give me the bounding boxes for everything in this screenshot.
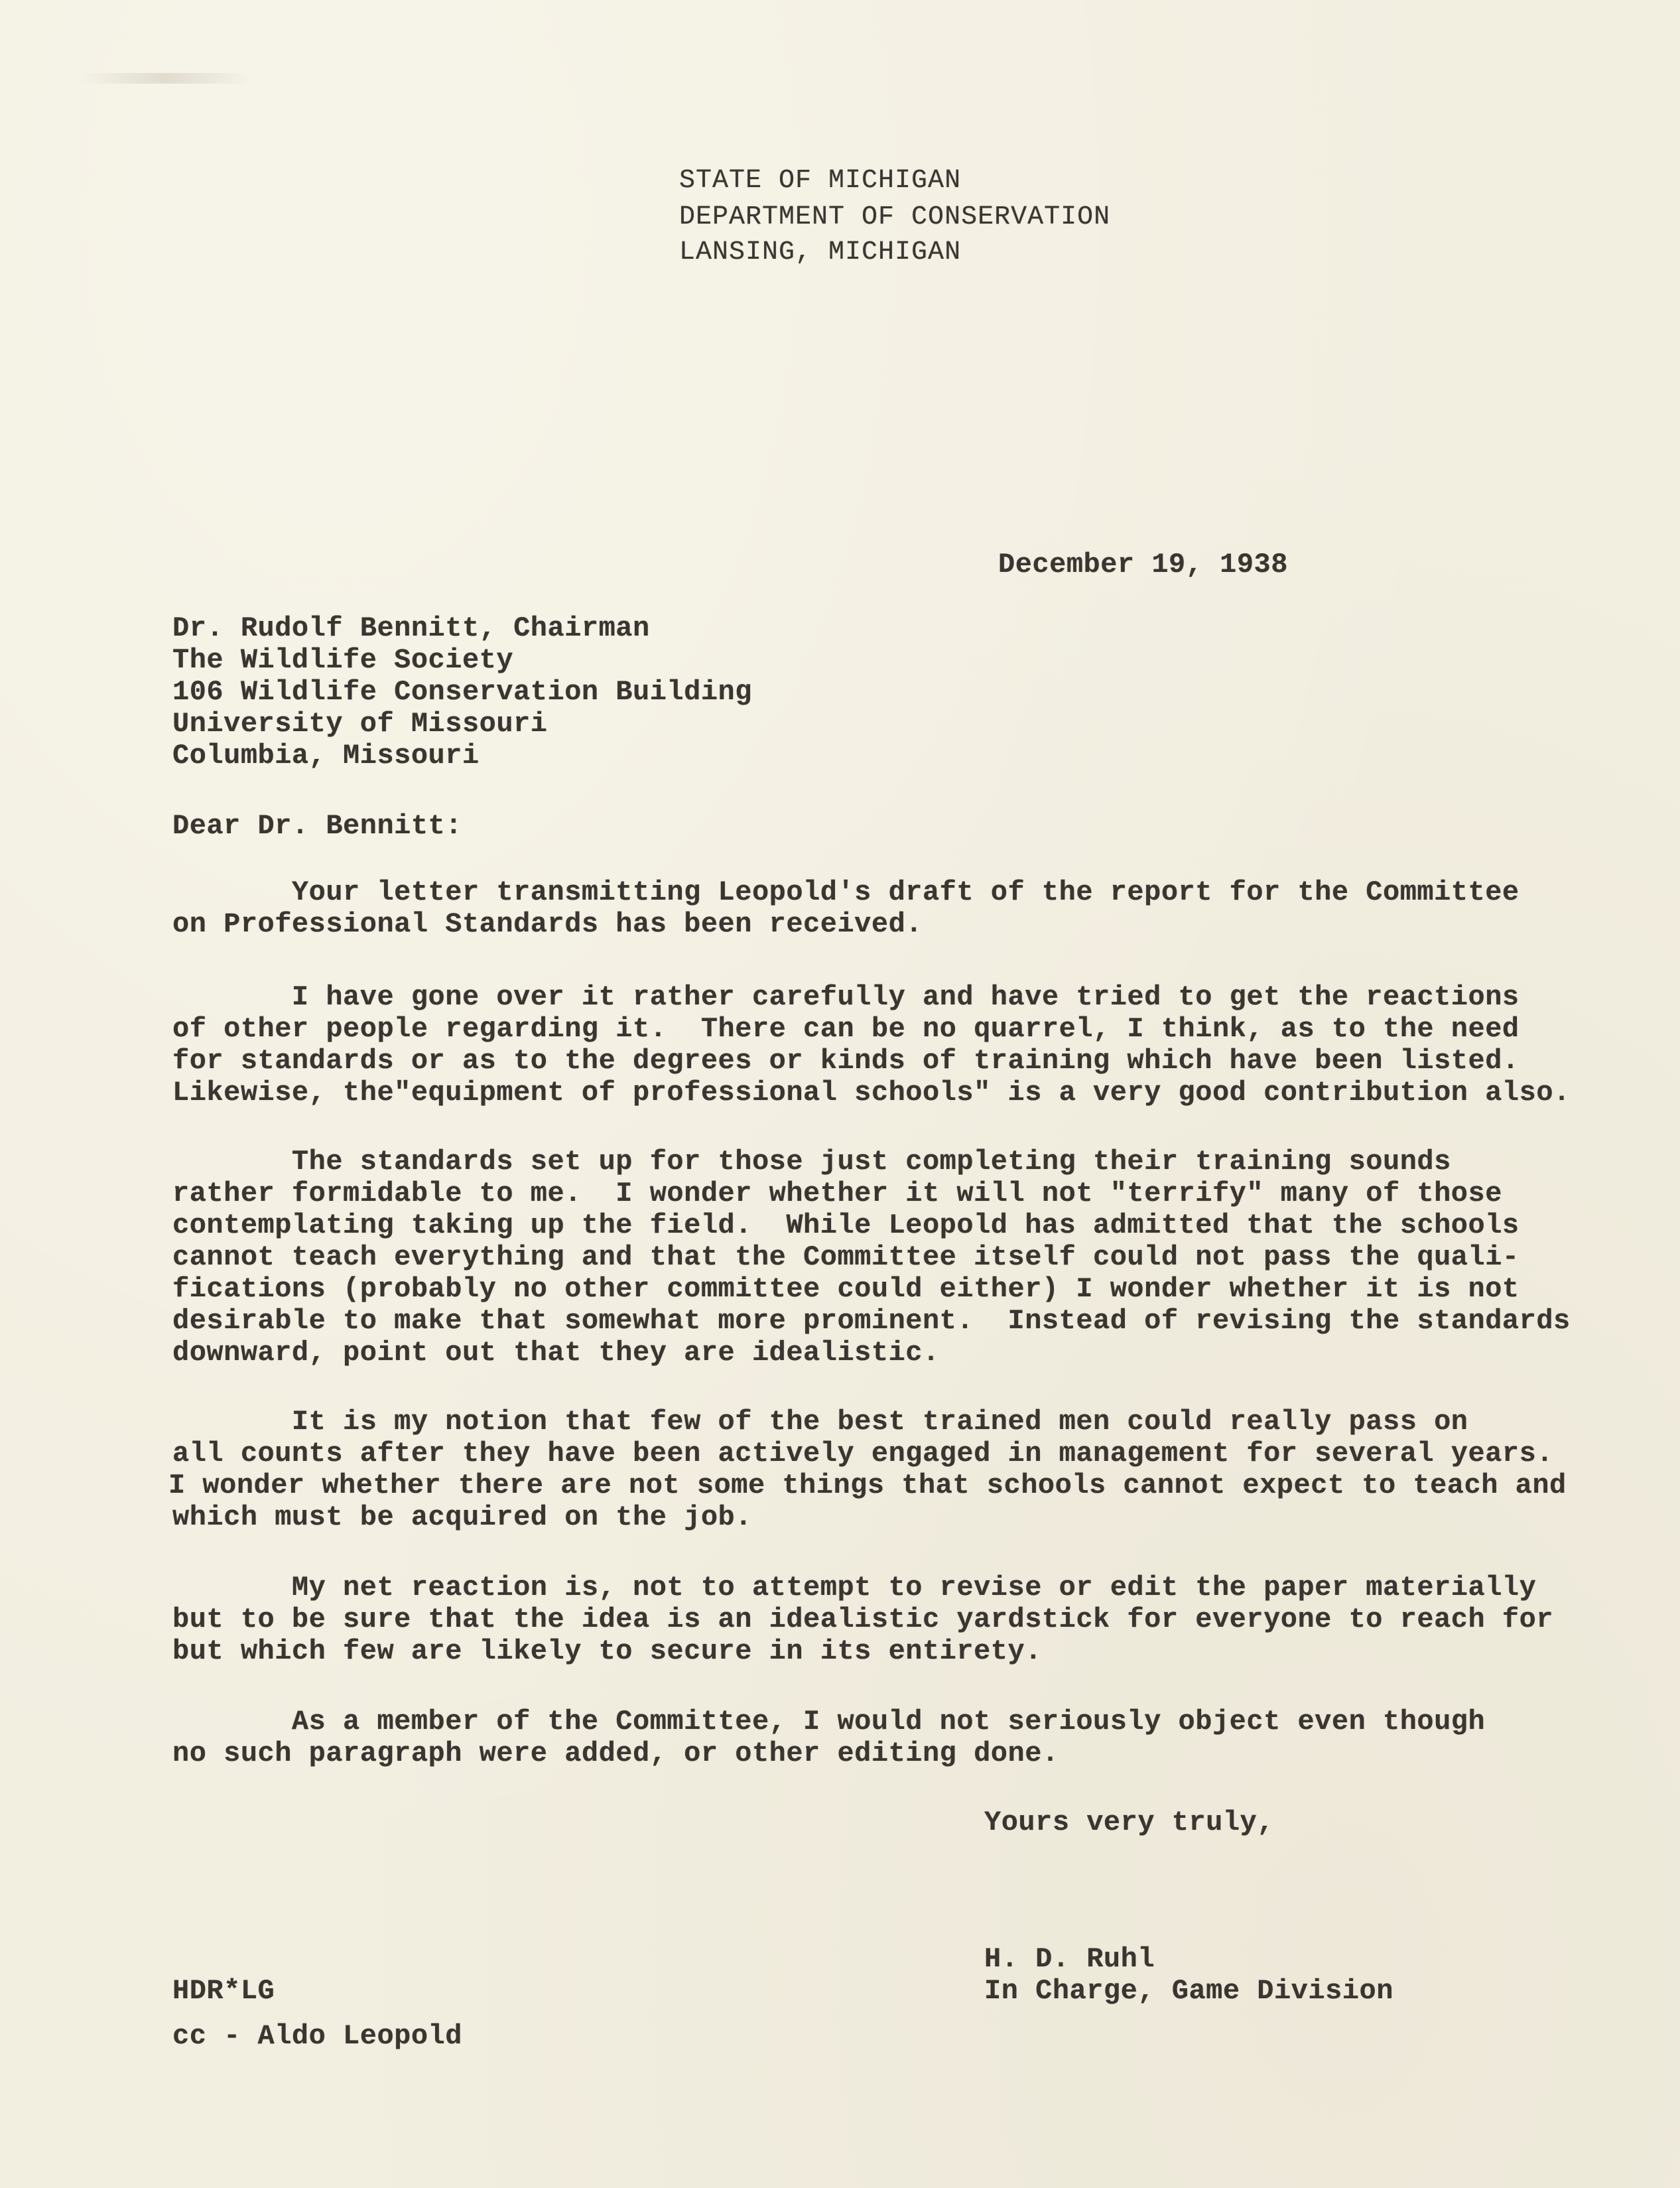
paragraph-line: desirable to make that somewhat more prominent. Instead of revising the standards	[172, 1305, 1571, 1337]
paragraph-line: Likewise, the"equipment of professional schools" is a very good contribution also.	[172, 1077, 1571, 1109]
paragraph-line: for standards or as to the degrees or kinds of training which have been listed.	[172, 1045, 1519, 1077]
paragraph-line: but to be sure that the idea is an idealistic yardstick for everyone to reach for	[172, 1604, 1554, 1635]
paragraph-line: rather formidable to me. I wonder whether it will not "terrify" many of those	[172, 1178, 1502, 1209]
closing: Yours very truly,	[984, 1807, 1274, 1838]
recipient-address-2: University of Missouri	[172, 708, 548, 740]
paragraph-line: of other people regarding it. There can be no quarrel, I think, as to the need	[172, 1013, 1519, 1045]
letterhead-line-1: STATE OF MICHIGAN	[679, 166, 962, 196]
signer-name: H. D. Ruhl	[984, 1943, 1155, 1975]
paragraph-line: contemplating taking up the field. While Leopold has admitted that the schools	[172, 1209, 1519, 1241]
paragraph-line: My net reaction is, not to attempt to revise or edit the paper materially	[172, 1572, 1537, 1604]
paragraph-line: but which few are likely to secure in its entirety.	[172, 1635, 1042, 1667]
paragraph-line: Your letter transmitting Leopold's draft of the report for the Committee	[172, 876, 1519, 908]
paragraph-line: It is my notion that few of the best trained men could really pass on	[172, 1406, 1468, 1438]
recipient-name: Dr. Rudolf Bennitt, Chairman	[172, 612, 650, 644]
recipient-org: The Wildlife Society	[172, 644, 514, 676]
letter-date: December 19, 1938	[998, 549, 1288, 581]
paragraph-line: cannot teach everything and that the Committee itself could not pass the quali-	[172, 1241, 1519, 1273]
paragraph-line: I have gone over it rather carefully and have tried to get the reactions	[172, 981, 1519, 1013]
recipient-address-1: 106 Wildlife Conservation Building	[172, 676, 752, 708]
letterhead-line-3: LANSING, MICHIGAN	[679, 238, 962, 267]
signer-title: In Charge, Game Division	[984, 1975, 1393, 2007]
paragraph-line: which must be acquired on the job.	[172, 1501, 752, 1533]
cc-line: cc - Aldo Leopold	[172, 2020, 462, 2052]
paragraph-line: no such paragraph were added, or other editing done.	[172, 1738, 1059, 1769]
letterhead-line-2: DEPARTMENT OF CONSERVATION	[679, 202, 1111, 232]
paper-stain	[80, 73, 252, 84]
reference-initials: HDR*LG	[172, 1975, 275, 2007]
paragraph-line: As a member of the Committee, I would not seriously object even though	[172, 1706, 1486, 1738]
salutation: Dear Dr. Bennitt:	[172, 810, 462, 842]
paragraph-line: on Professional Standards has been received.	[172, 908, 923, 940]
paragraph-line: The standards set up for those just completing their training sounds	[172, 1146, 1451, 1178]
paragraph-line: I wonder whether there are not some things that schools cannot expect to teach and	[168, 1470, 1567, 1501]
paragraph-line: fications (probably no other committee could either) I wonder whether it is not	[172, 1273, 1519, 1305]
paragraph-line: downward, point out that they are idealistic.	[172, 1337, 940, 1369]
paragraph-line: all counts after they have been actively engaged in management for several years.	[172, 1438, 1554, 1470]
recipient-city: Columbia, Missouri	[172, 740, 480, 772]
